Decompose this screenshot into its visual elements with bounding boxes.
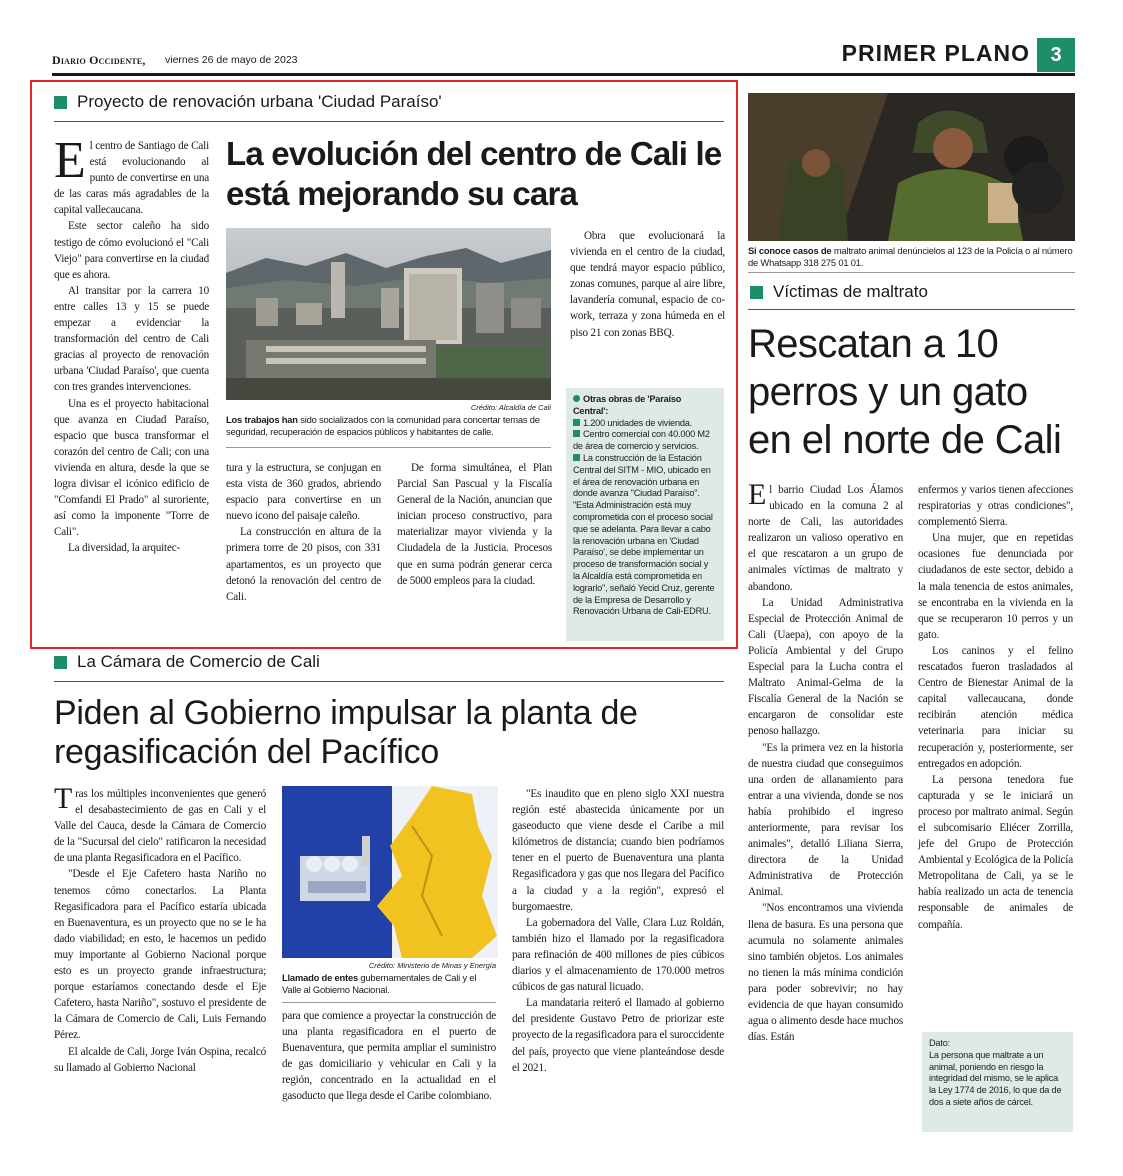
- city-photo: [226, 228, 551, 400]
- article1-col4: [570, 228, 725, 341]
- colombia-map-image: [282, 786, 498, 958]
- sidebar-quote: "Esta Administración está muy comprometida con el proceso social que se adelanta. Para llevar a cabo la renovación urbana en 'Ciudad Paraíso', se debe implementar un proceso de transformación social y la Alcaldía está comprometida en lograrlo", señaló Yecid Cruz, gerente de la Empresa de Desarrollo y Renovación Urbana de Cali-EDRU.: [573, 500, 715, 617]
- article2-caption-rule: [282, 1002, 496, 1003]
- article1-p5: La diversidad, la arquitec-: [68, 542, 181, 555]
- article1-p2: Este sector caleño ha sido testigo de cómo evolucionó el "Cali Viejo" para convertirse en la ciudad que es ahora.: [54, 220, 209, 281]
- bullet-icon: [573, 395, 580, 402]
- article3-col2-p3: Los caninos y el felino rescatados fueron trasladados al Centro de Bienestar Animal de la capital vallecaucana, donde recibirán atención médica veterinaria para iniciar su recuperación y, posteriormente, ser entregados en adopción.: [918, 644, 1073, 770]
- tag-square-icon: [54, 656, 67, 669]
- article1-photo-credit: Crédito: Alcaldía de Cali: [470, 403, 551, 412]
- article1-tag: [54, 92, 442, 112]
- article2-col2: [282, 1008, 496, 1105]
- sidebar-title: Otras obras de 'Paraíso Central':: [573, 394, 682, 416]
- article1-tag-label: Proyecto de renovación urbana 'Ciudad Paraíso': [77, 92, 442, 111]
- article1-p4: Una es el proyecto habitacional que avanza en Ciudad Paraíso, espacio que busca transformar el corazón del centro de Cali; con una vivienda en altura, desde la que se logra divisar el icónico edificio de "Comfandi El Prado" al suroriente, así como la imponente "Torre de Cali".: [54, 397, 209, 539]
- issue-date: viernes 26 de mayo de 2023: [165, 54, 298, 66]
- masthead: Diario Occidente,: [52, 53, 146, 67]
- bullet-icon: [573, 430, 580, 437]
- police-rescue-image: [748, 93, 1075, 241]
- article1-col3-p1: De forma simultánea, el Plan Parcial San Pascual y la Fiscalía General de la Nación, anuncian que inician proceso constructivo, para materializar mayor vivienda y la Ciudadela de la Justicia. Procesos que en suma podrán generar cerca de 5000 empleos para la ciudad.: [397, 462, 552, 587]
- article3-p3: "Es la primera vez en la historia de nuestra ciudad que conseguimos una orden de allanamiento para entrar a una vivienda, donde se nos había prohibido el ingreso anteriormente, para revisar los animales", detalló Liliana Sierra, directora de la Unidad Administrativa de Protección Animal.: [748, 741, 903, 899]
- article2-col2-p1: para que comience a proyectar la construcción de una planta regasificadora en el puerto de Buenaventura, que permita ampliar el suministro de gas domiciliario y vehicular en Cali y la región, concentrado en la actualidad en el gasoducto que llega desde el Caribe colombiano.: [282, 1010, 496, 1103]
- article3-photo-caption: [748, 245, 1075, 269]
- article2-headline: Piden al Gobierno impulsar la planta de regasificación del Pacífico: [54, 694, 638, 771]
- article3-tag: [750, 282, 928, 302]
- article3-caption-rule: [748, 272, 1075, 273]
- section-title: PRIMER PLANO: [841, 40, 1030, 66]
- article3-tag-rule: [748, 309, 1075, 310]
- article1-dropcap: E: [54, 132, 86, 189]
- article2-col3-p3: La mandataria reiteró el llamado al gobierno del presidente Gustavo Petro de priorizar este proyecto de la regasificadora para el suroccidente del país, proyecto que viene planteándose desde el 2021.: [512, 997, 724, 1074]
- article2-tag-label: La Cámara de Comercio de Cali: [77, 652, 320, 671]
- article1-col1: [54, 132, 209, 556]
- article3-p2: La Unidad Administrativa Especial de Protección Animal de Cali (Uaepa), con apoyo de la Policía Ambiental y del Grupo Especial para la Lucha contra el Maltrato Animal-Gelma de la Fiscalía General de la Nación se encargaron de consolidar este penoso hallazgo.: [748, 596, 903, 738]
- police-dog-photo: [748, 93, 1075, 241]
- map-illustration: [282, 786, 498, 958]
- article1-p1: El centro de Santiago de Cali está evolucionando al punto de convertirse en una de las caras más agradables de la capital vallecaucana.: [54, 132, 209, 217]
- article2-caption: [282, 972, 496, 996]
- article1-caption-lead: Los trabajos han: [226, 414, 298, 425]
- article2-dropcap: T: [54, 782, 73, 815]
- article1-col2-p1: tura y la estructura, se conjugan en esta vista de 360 grados, abriendo espacio para convertirse en un nuevo icono del paisaje caleño.: [226, 462, 381, 523]
- header-rule: [52, 73, 1075, 76]
- article3-tag-label: Víctimas de maltrato: [773, 282, 928, 301]
- article2-caption-rest: gubernamentales de Cali y el Valle al Gobierno Nacional.: [282, 972, 477, 995]
- article2-col1: [54, 782, 266, 1076]
- article3-caption-lead: Si conoce casos de: [748, 245, 832, 256]
- tag-square-icon: [750, 286, 763, 299]
- article1-caption-rule: [226, 447, 551, 448]
- page-number: 3: [1037, 38, 1075, 72]
- sidebar-item: La construcción de la Estación Central del SITM - MIO, ubicado en el área de renovación urbana en donde avanza "Ciudad Paraíso".: [573, 452, 711, 499]
- article3-dropcap: E: [748, 478, 767, 511]
- article1-col2-p2: La construcción en altura de la primera torre de 20 pisos, con 331 apartamentos, es un proyecto que detonó la renovación del centro de Cali.: [226, 526, 381, 603]
- article2-p2: "Desde el Eje Cafetero hasta Nariño no tenemos cómo conectarlos. La Planta Regasificadora para el Pacífico estaría ubicada en Buenaventura, es un proyecto que no se le ha dado viabilidad; en esto, le hacemos un pedido muy importante al Gobierno Nacional porque esto es un proyecto grande infraestructura; porque estaríamos conectando desde el Eje Cafetero, hasta Nariño", sostuvo el presidente de la Cámara de Comercio de Cali, Luis Fernando Pérez.: [54, 868, 266, 1042]
- article1-col3: [397, 460, 552, 589]
- city-skyline-image: [226, 228, 551, 400]
- bullet-icon: [573, 454, 580, 461]
- article3-p4: "Nos encontramos una vivienda llena de basura. Es una persona que acumula no solamente animales sino también objetos. Los animales no tienen la más mínima condición para poder sobrevivir; no hay evidencia de que hayan consumido agua o alimento desde hace muchos días. Están: [748, 902, 903, 1044]
- article1-p3: Al transitar por la carrera 10 entre calles 13 y 15 se puede empezar a evidenciar la transformación del centro de Cali gracias al proyecto de renovación urbana 'Ciudad Paraíso', que cuenta con tres grandes intervenciones.: [54, 284, 209, 394]
- article1-col2: [226, 460, 381, 605]
- article3-col2-p4: La persona tenedora fue capturada y se le iniciará un proceso por maltrato animal. Según el subcomisario Eliécer Zorrilla, jefe del Grupo de Protección Ambiental y Ecológica de la Policía Metropolitana de Cali, ya se le había realizado un acta de tenencia responsable de animales de compañía.: [918, 773, 1073, 931]
- article2-col3: [512, 786, 724, 1076]
- article2-p3: El alcalde de Cali, Jorge Iván Ospina, recalcó su llamado al Gobierno Nacional: [54, 1045, 266, 1074]
- article2-col3-p1: "Es inaudito que en pleno siglo XXI nuestra región esté abastecida únicamente por un gaseoducto que viene desde el Caribe a mil kilómetros de distancia; cuando bien podríamos tener en el puerto de Buenaventura una planta Regasificadora y gas que nos llegara del Pacífico a la ciudad y a la región", expresó el burgomaestre.: [512, 788, 724, 913]
- article1-caption: [226, 414, 551, 438]
- article1-col4-p1: Obra que evolucionará la vivienda en el centro de la ciudad, que tendrá mayor espacio público, zonas comunes, parque al aire libre, lavandería comunal, espacio de co-work, terraza y zona húmeda en el piso 21 con zonas BBQ.: [570, 230, 725, 339]
- sidebar-item: 1.200 unidades de vivienda.: [573, 418, 717, 430]
- article2-col3-p2: La gobernadora del Valle, Clara Luz Roldán, también hizo el llamado por la regasificadora para refinación de 400 millones de pies cúbicos diarios y el almacenamiento de 170.000 metros cúbicos de gas natural licuado.: [512, 916, 724, 994]
- article3-col2: [918, 482, 1073, 933]
- article2-p1: Tras los múltiples inconvenientes que generó el desabastecimiento de gas en Cali y el Valle del Cauca, desde la Cámara de Comercio de la "Sucursal del cielo" ratificaron la necesidad de una planta Regasificadora en el Pacífico.: [54, 782, 266, 865]
- dato-box: [922, 1032, 1073, 1132]
- article2-tag: [54, 652, 320, 672]
- article3-col1: [748, 478, 903, 1045]
- article1-caption-rest: sido socializados con la comunidad para concertar temas de seguridad, recuperación de espacios públicos y habitantes de calle.: [226, 414, 540, 437]
- article2-photo-credit: Crédito: Ministerio de Minas y Energía: [368, 961, 496, 970]
- article1-headline: La evolución del centro de Cali le está mejorando su cara: [226, 135, 722, 212]
- bullet-icon: [573, 419, 580, 426]
- article3-caption-rest: maltrato animal denúncielos al 123 de la Policía o al número de Whatsapp 318 275 01 01.: [748, 245, 1073, 268]
- article2-tag-rule: [54, 681, 724, 682]
- article1-tag-rule: [54, 121, 724, 122]
- dato-text: La persona que maltrate a un animal, poniendo en riesgo la integridad del mismo, se le aplica la Ley 1774 de 2016, lo que da de dos a siete años de cárcel.: [929, 1049, 1062, 1107]
- article3-col2-p1: enfermos y varios tienen afecciones respiratorias y otras condiciones", complementó Sierra.: [918, 484, 1073, 529]
- tag-square-icon: [54, 96, 67, 109]
- article3-p1: El barrio Ciudad Los Álamos ubicado en la comuna 2 al norte de Cali, las autoridades realizaron un valioso operativo en el que rescataron a un grupo de animales víctimas de maltrato y abandono.: [748, 478, 903, 593]
- article1-sidebar: [566, 388, 724, 641]
- article3-col2-p2: Una mujer, que en repetidas ocasiones fue denunciada por ciudadanos de este sector, debido a la mala tenencia de estos animales, se encontraba en la vivienda en la que se recuperaron 10 perros y un gato.: [918, 532, 1073, 641]
- dato-title: Dato:: [929, 1038, 950, 1048]
- article2-caption-lead: Llamado de entes: [282, 972, 358, 983]
- article3-headline: Rescatan a 10 perros y un gato en el norte de Cali: [748, 322, 1062, 462]
- sidebar-item: Centro comercial con 40.000 M2 de área de comercio y servicios.: [573, 429, 710, 452]
